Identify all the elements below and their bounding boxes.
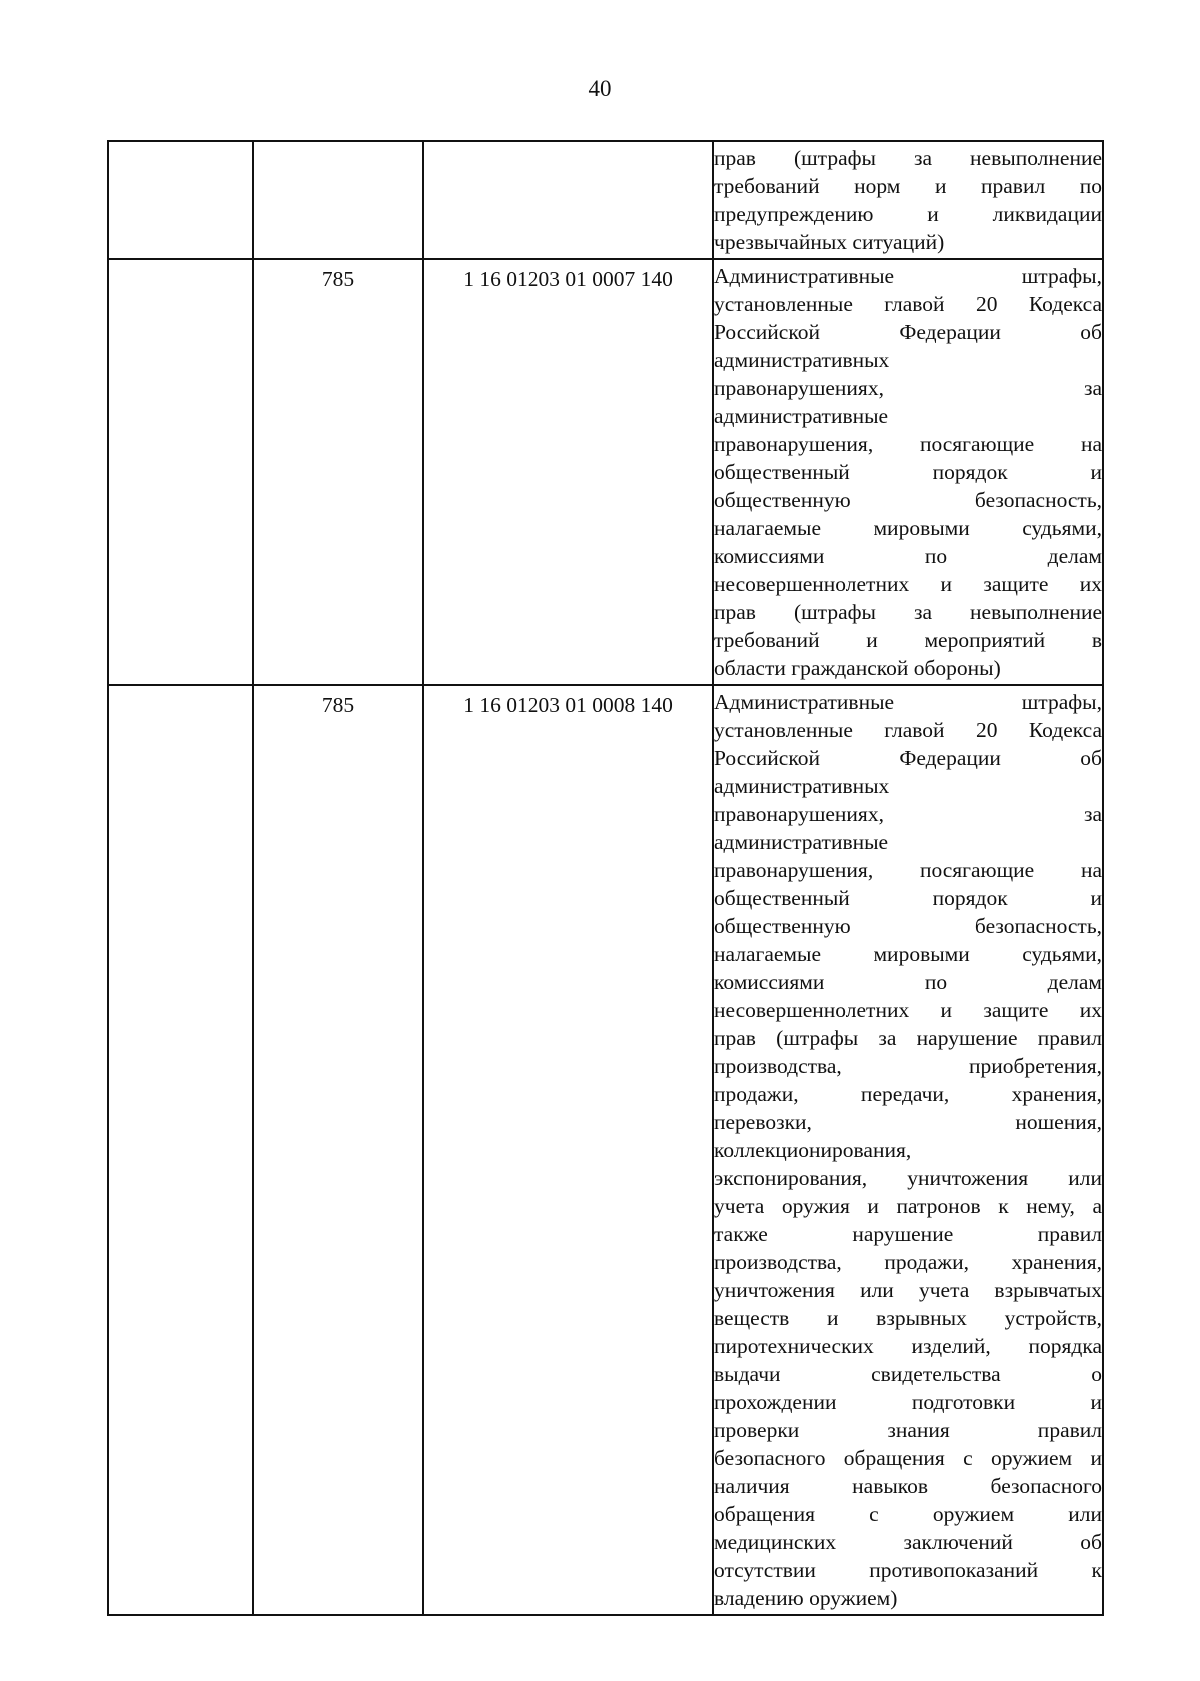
description-line: области гражданской обороны)	[714, 656, 1001, 680]
row-blank-cell	[108, 685, 253, 1615]
description-line: учета оружия и патронов к нему, а	[714, 1194, 1102, 1218]
description-line: административные	[714, 830, 889, 854]
description-line: установленные главой 20 Кодекса	[714, 718, 1102, 742]
description-line: Российской Федерации об	[714, 746, 1102, 770]
description-line: медицинских заключений об	[714, 1530, 1102, 1554]
description-line: административных	[714, 348, 890, 372]
description-line: административных	[714, 774, 890, 798]
table-row	[108, 685, 1103, 1615]
description-line: также нарушение правил	[714, 1222, 1102, 1246]
revenue-code-cell: 1 16 01203 01 0007 140	[423, 259, 713, 685]
admin-code-cell: 785	[253, 685, 423, 1615]
description-line: установленные главой 20 Кодекса	[714, 292, 1102, 316]
description-line: пиротехнических изделий, порядка	[714, 1334, 1102, 1358]
description-line: правонарушениях, за	[714, 802, 1102, 826]
description-line: правонарушения, посягающие на	[714, 858, 1102, 882]
description-line: несовершеннолетних и защите их	[714, 572, 1102, 596]
description-line: прав (штрафы за нарушение правил	[714, 1026, 1102, 1050]
revenue-description-cell	[713, 141, 1103, 259]
description-line: проверки знания правил	[714, 1418, 1102, 1442]
table-row	[108, 141, 1103, 259]
row-blank-cell	[108, 259, 253, 685]
description-line: экспонирования, уничтожения или	[714, 1166, 1102, 1190]
admin-code-cell	[253, 141, 423, 259]
revenue-description-cell	[713, 259, 1103, 685]
description-line: требований и мероприятий в	[714, 628, 1102, 652]
description-line: веществ и взрывных устройств,	[714, 1306, 1102, 1330]
description-line: налагаемые мировыми судьями,	[714, 516, 1102, 540]
revenue-code-cell: 1 16 01203 01 0008 140	[423, 685, 713, 1615]
description-line: комиссиями по делам	[714, 544, 1102, 568]
description-line: Административные штрафы,	[714, 690, 1102, 714]
description-line: налагаемые мировыми судьями,	[714, 942, 1102, 966]
description-line: общественную безопасность,	[714, 488, 1102, 512]
description-line: прохождении подготовки и	[714, 1390, 1102, 1414]
description-line: административные	[714, 404, 889, 428]
description-line: коллекционирования,	[714, 1138, 912, 1162]
description-line: Российской Федерации об	[714, 320, 1102, 344]
description-line: требований норм и правил по	[714, 174, 1102, 198]
row-blank-cell	[108, 141, 253, 259]
description-line: Административные штрафы,	[714, 264, 1102, 288]
description-line: владению оружием)	[714, 1586, 898, 1610]
description-line: выдачи свидетельства о	[714, 1362, 1102, 1386]
description-line: предупреждению и ликвидации	[714, 202, 1102, 226]
description-line: комиссиями по делам	[714, 970, 1102, 994]
revenue-description-cell	[713, 685, 1103, 1615]
description-line: несовершеннолетних и защите их	[714, 998, 1102, 1022]
description-line: наличия навыков безопасного	[714, 1474, 1102, 1498]
description-line: прав (штрафы за невыполнение	[714, 146, 1102, 170]
description-line: производства, продажи, хранения,	[714, 1250, 1102, 1274]
description-line: продажи, передачи, хранения,	[714, 1082, 1102, 1106]
description-line: уничтожения или учета взрывчатых	[714, 1278, 1102, 1302]
description-line: правонарушениях, за	[714, 376, 1102, 400]
description-line: обращения с оружием или	[714, 1502, 1102, 1526]
description-line: безопасного обращения с оружием и	[714, 1446, 1102, 1470]
description-line: общественный порядок и	[714, 886, 1102, 910]
budget-codes-table	[107, 140, 1104, 1616]
description-line: правонарушения, посягающие на	[714, 432, 1102, 456]
revenue-code-cell	[423, 141, 713, 259]
description-line: отсутствии противопоказаний к	[714, 1558, 1102, 1582]
description-line: общественную безопасность,	[714, 914, 1102, 938]
page-number: 40	[588, 76, 612, 101]
description-line: производства, приобретения,	[714, 1054, 1102, 1078]
description-line: общественный порядок и	[714, 460, 1102, 484]
description-line: перевозки, ношения,	[714, 1110, 1102, 1134]
table-row	[108, 259, 1103, 685]
admin-code-cell: 785	[253, 259, 423, 685]
description-line: прав (штрафы за невыполнение	[714, 600, 1102, 624]
description-line: чрезвычайных ситуаций)	[714, 230, 945, 254]
